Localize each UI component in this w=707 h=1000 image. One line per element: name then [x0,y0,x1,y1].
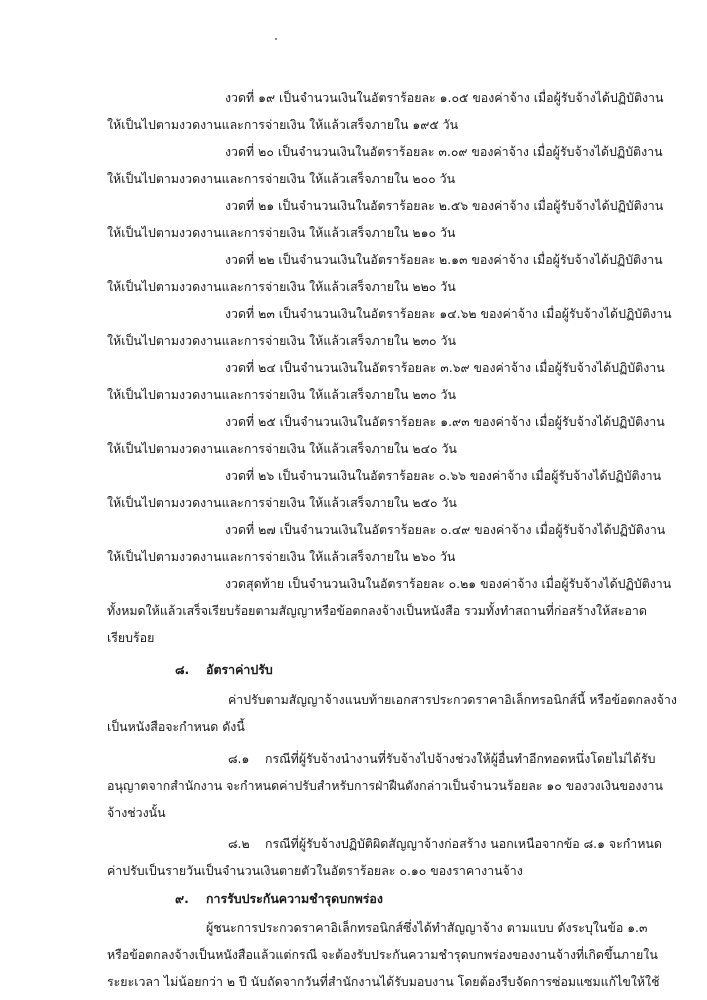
final-installment-line-2: ทั้งหมดให้แล้วเสร็จเรียบร้อยตามสัญญาหรือข้อตกลงจ้างเป็นหนังสือ รวมทั้งทำสถานที่ก่อสร้างให้สะอาด [107,603,647,618]
installment-19-line-1: งวดที่ ๑๙ เป็นจำนวนเงินในอัตราร้อยละ ๑.๐๕ ของค่าจ้าง เมื่อผู้รับจ้างได้ปฏิบัติงาน [225,90,664,105]
installment-22-line-1: งวดที่ ๒๒ เป็นจำนวนเงินในอัตราร้อยละ ๒.๑๓ ของค่าจ้าง เมื่อผู้รับจ้างได้ปฏิบัติงาน [225,252,663,267]
installment-27-line-2: ให้เป็นไปตามงวดงานและการจ่ายเงิน ให้แล้วเสร็จภายใน ๒๖๐ วัน [107,549,456,564]
section-8-1-line-2: อนุญาตจากสำนักงาน จะกำหนดค่าปรับสำหรับการฝ่าฝืนดังกล่าวเป็นจำนวนร้อยละ ๑๐ ของวงเงินของงาน [107,778,663,793]
installment-25-line-1: งวดที่ ๒๕ เป็นจำนวนเงินในอัตราร้อยละ ๑.๙๓ ของค่าจ้าง เมื่อผู้รับจ้างได้ปฏิบัติงาน [225,414,665,429]
installment-20-line-1: งวดที่ ๒๐ เป็นจำนวนเงินในอัตราร้อยละ ๓.๐๙ ของค่าจ้าง เมื่อผู้รับจ้างได้ปฏิบัติงาน [225,144,663,159]
section-8-title: อัตราค่าปรับ [206,662,273,677]
installment-22-line-2: ให้เป็นไปตามงวดงานและการจ่ายเงิน ให้แล้วเสร็จภายใน ๒๒๐ วัน [107,279,456,294]
final-installment-line-3: เรียบร้อย [107,630,155,645]
installment-27-line-1: งวดที่ ๒๗ เป็นจำนวนเงินในอัตราร้อยละ ๐.๔๙ ของค่าจ้าง เมื่อผู้รับจ้างได้ปฏิบัติงาน [225,522,666,537]
installment-25-line-2: ให้เป็นไปตามงวดงานและการจ่ายเงิน ให้แล้วเสร็จภายใน ๒๔๐ วัน [107,441,457,456]
section-9-number: ๙. [175,891,189,906]
installment-26-line-2: ให้เป็นไปตามงวดงานและการจ่ายเงิน ให้แล้วเสร็จภายใน ๒๕๐ วัน [107,495,457,510]
installment-24-line-1: งวดที่ ๒๔ เป็นจำนวนเงินในอัตราร้อยละ ๓.๖๙ ของค่าจ้าง เมื่อผู้รับจ้างได้ปฏิบัติงาน [225,360,665,375]
installment-23-line-2: ให้เป็นไปตามงวดงานและการจ่ายเงิน ให้แล้วเสร็จภายใน ๒๓๐ วัน [107,333,456,348]
section-8-1-number: ๘.๑ [228,751,250,766]
section-9-line-2: หรือข้อตกลงจ้างเป็นหนังสือแล้วแต่กรณี จะต้องรับประกันความชำรุดบกพร่องของงานจ้างที่เกิดขึ้นภายใน [107,947,658,962]
section-8-2-line-2: ค่าปรับเป็นรายวันเป็นจำนวนเงินตายตัวในอัตราร้อยละ ๐.๑๐ ของราคางานจ้าง [107,863,523,878]
installment-21-line-1: งวดที่ ๒๑ เป็นจำนวนเงินในอัตราร้อยละ ๒.๕๖ ของค่าจ้าง เมื่อผู้รับจ้างได้ปฏิบัติงาน [225,198,664,213]
final-installment-line-1: งวดสุดท้าย เป็นจำนวนเงินในอัตราร้อยละ ๐.๒๑ ของค่าจ้าง เมื่อผู้รับจ้างได้ปฏิบัติงาน [225,576,672,591]
installment-20-line-2: ให้เป็นไปตามงวดงานและการจ่ายเงิน ให้แล้วเสร็จภายใน ๒๐๐ วัน [107,171,456,186]
section-9-line-3: ระยะเวลา ไม่น้อยกว่า ๒ ปี นับถัดจากวันที่สำนักงานได้รับมอบงาน โดยต้องรีบจัดการซ่อมแซมแก้ไขให้ใช้ [107,974,660,989]
installment-19-line-2: ให้เป็นไปตามงวดงานและการจ่ายเงิน ให้แล้วเสร็จภายใน ๑๙๕ วัน [107,117,459,132]
section-8-1-line-3: จ้างช่วงนั้น [107,805,166,820]
section-8-2-number: ๘.๒ [228,836,250,851]
section-8-1-line-1: กรณีที่ผู้รับจ้างนำงานที่รับจ้างไปจ้างช่วงให้ผู้อื่นทำอีกทอดหนึ่งโดยไม่ได้รับ [265,751,656,766]
installment-24-line-2: ให้เป็นไปตามงวดงานและการจ่ายเงิน ให้แล้วเสร็จภายใน ๒๓๐ วัน [107,387,456,402]
section-8-number: ๘. [175,662,190,677]
section-8-2-line-1: กรณีที่ผู้รับจ้างปฏิบัติผิดสัญญาจ้างก่อสร้าง นอกเหนือจากข้อ ๘.๑ จะกำหนด [265,836,662,851]
installment-21-line-2: ให้เป็นไปตามงวดงานและการจ่ายเงิน ให้แล้วเสร็จภายใน ๒๑๐ วัน [107,225,456,240]
installment-23-line-1: งวดที่ ๒๓ เป็นจำนวนเงินในอัตราร้อยละ ๑๔.๖๒ ของค่าจ้าง เมื่อผู้รับจ้างได้ปฏิบัติงาน [225,306,672,321]
section-9-title: การรับประกันความชำรุดบกพร่อง [206,891,383,906]
section-9-line-1: ผู้ชนะการประกวดราคาอิเล็กทรอนิกส์ซึ่งได้ทำสัญญาจ้าง ตามแบบ ดังระบุในข้อ ๑.๓ [206,920,648,935]
section-8-intro-line-1: ค่าปรับตามสัญญาจ้างแนบท้ายเอกสารประกวดราคาอิเล็กทรอนิกส์นี้ หรือข้อตกลงจ้าง [228,692,677,707]
page-mark [275,38,277,40]
section-8-intro-line-2: เป็นหนังสือจะกำหนด ดังนี้ [107,719,245,734]
installment-26-line-1: งวดที่ ๒๖ เป็นจำนวนเงินในอัตราร้อยละ ๐.๖๖ ของค่าจ้าง เมื่อผู้รับจ้างได้ปฏิบัติงาน [225,468,662,483]
